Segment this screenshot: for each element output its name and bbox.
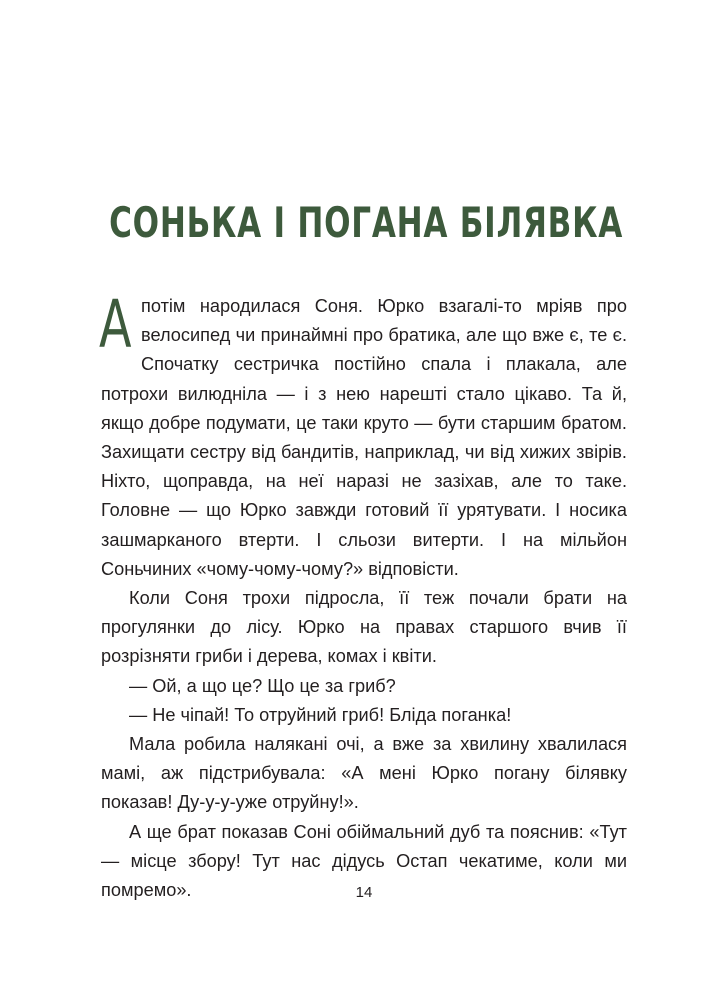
- paragraph-2: Коли Соня трохи підросла, її теж почали брати на прогулянки до лісу. Юрко на правах старшого вчив її розрізняти гриби і дерева, комах і квіти.: [101, 588, 627, 667]
- paragraph-5: Мала робила налякані очі, а вже за хвилину хвалилася мамі, аж підстрибувала: «А мені Юрко погану білявку показав! Ду-у-у-уже отруйну!».: [101, 734, 627, 813]
- paragraph-6: А ще брат показав Соні обіймальний дуб та пояснив: «Тут — місце збору! Тут нас дідусь Остап чекатиме, коли ми помремо».: [101, 821, 627, 901]
- chapter-body: [99, 286, 627, 905]
- drop-cap-letter: А: [99, 286, 132, 363]
- dialogue-line-1: — Ой, а що це? Що це за гриб?: [129, 675, 396, 696]
- chapter-title: СОНЬКА І ПОГАНА БІЛЯВКА: [109, 198, 624, 247]
- paragraph-1: [99, 286, 627, 584]
- paragraph-1-text: потім народилася Соня. Юрко взагалі-то мріяв про велосипед чи принаймні про братика, але що вже є, те є. Спочатку сестричка постійно спала і плакала, але потрохи вилюдніла — і з нею нарешті стало цікаво. Та й, якщо добре подумати, це таки круто — бути старшим братом. Захищати сестру від бандитів, наприклад, чи від хижих звірів. Ніхто, щоправда, на неї наразі не зазіхав, але то таке. Головне — що Юрко завжди готовий її урятувати. І носика зашмарканого втерти. І сльози витерти. І на мільйон Соньчиних «чому-чому-чому?» відповісти.: [101, 296, 627, 579]
- dialogue-line-2: — Не чіпай! То отруйний гриб! Бліда поганка!: [129, 704, 512, 725]
- page-number: 14: [355, 884, 373, 901]
